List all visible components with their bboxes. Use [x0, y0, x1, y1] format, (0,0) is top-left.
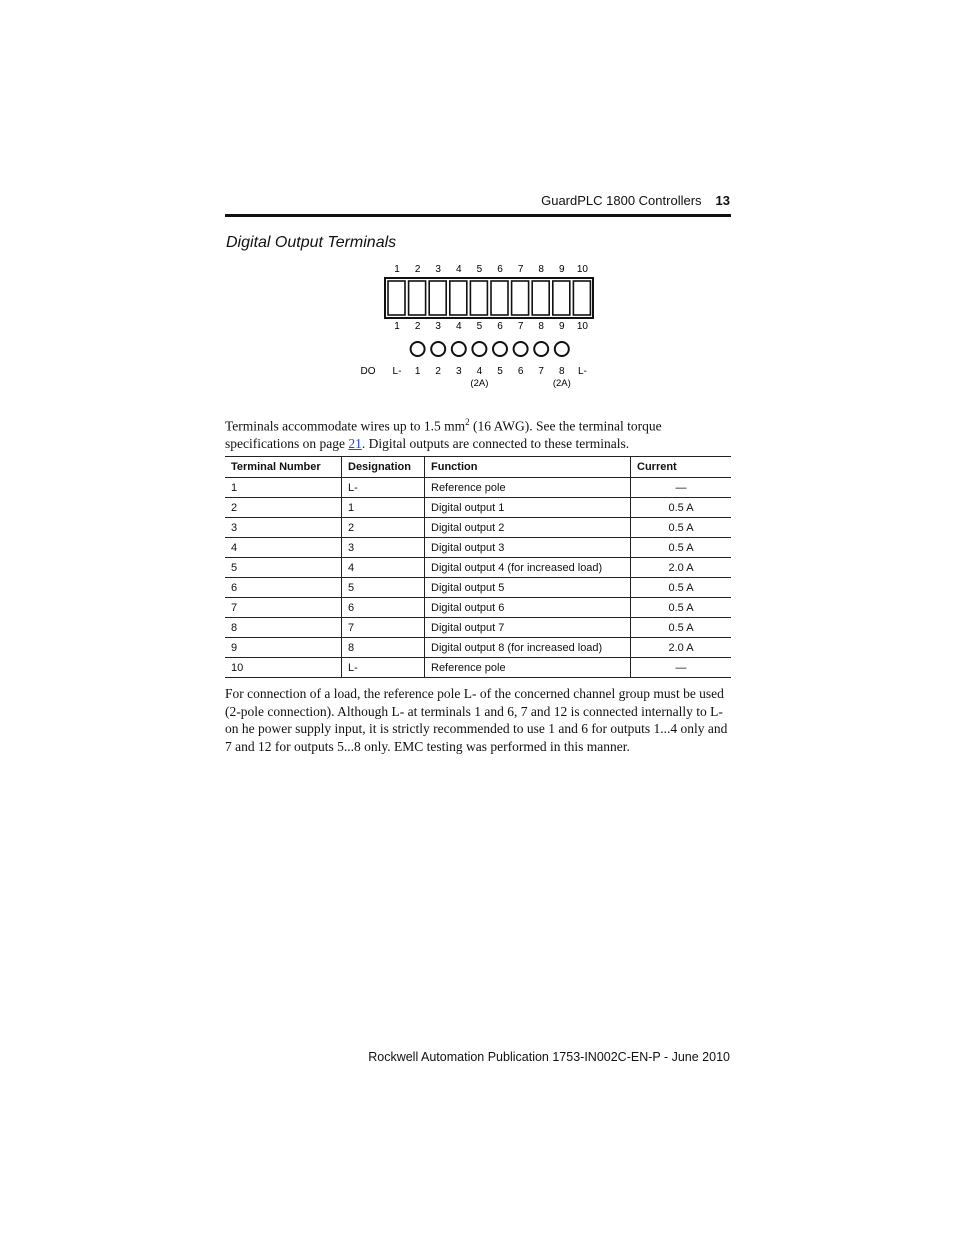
terminal-table — [225, 456, 731, 678]
cell-function: Digital output 8 (for increased load) — [425, 638, 631, 658]
cell-current: — — [631, 478, 732, 498]
cell-current: 0.5 A — [631, 598, 732, 618]
cell-designation: L- — [342, 478, 425, 498]
table-row — [225, 478, 731, 498]
cell-terminal-number: 4 — [225, 538, 342, 558]
table-row — [225, 618, 731, 638]
row-label-do: DO — [360, 366, 376, 377]
cell-current: — — [631, 658, 732, 678]
table-row — [225, 498, 731, 518]
terminal-slot — [409, 281, 426, 315]
cell-designation: 5 — [342, 578, 425, 598]
led-indicator — [514, 342, 528, 356]
cell-terminal-number: 7 — [225, 598, 342, 618]
cell-designation: 3 — [342, 538, 425, 558]
cell-designation: 8 — [342, 638, 425, 658]
cell-designation: 2 — [342, 518, 425, 538]
top-terminal-number: 9 — [559, 264, 565, 275]
bottom-terminal-number: 10 — [576, 321, 588, 332]
table-row — [225, 638, 731, 658]
pin-label: L- — [577, 366, 587, 377]
table-row — [225, 538, 731, 558]
cell-terminal-number: 9 — [225, 638, 342, 658]
cell-function: Digital output 1 — [425, 498, 631, 518]
top-terminal-number: 3 — [435, 264, 441, 275]
page-link[interactable]: 21 — [348, 436, 362, 451]
table-row — [225, 578, 731, 598]
cell-designation: L- — [342, 658, 425, 678]
cell-current: 2.0 A — [631, 558, 732, 578]
cell-terminal-number: 10 — [225, 658, 342, 678]
bottom-terminal-number: 8 — [538, 321, 544, 332]
intro-superscript: 2 — [465, 417, 470, 427]
intro-text-1: Terminals accommodate wires up to 1.5 mm — [225, 418, 466, 434]
bottom-terminal-number: 4 — [456, 321, 462, 332]
led-indicator — [534, 342, 548, 356]
connection-paragraph: For connection of a load, the reference pole L- of the concerned channel group must be used (2-pole connection). Although L- at terminals 1 and 6, 7 and 12 is connected internally to L- on he power supply input, it is strictly recommended to use 1 and 6 for outputs 1...4 only and 7 and 12 for outputs 5...8 only. EMC testing was performed in this manner. — [225, 686, 728, 754]
pin-label: 8 — [559, 366, 565, 377]
current-sub-label: (2A) — [552, 378, 571, 389]
cell-current: 0.5 A — [631, 578, 732, 598]
terminal-slot — [553, 281, 570, 315]
bottom-terminal-number: 6 — [497, 321, 503, 332]
pin-label: 5 — [497, 366, 503, 377]
bottom-terminal-number: 1 — [394, 321, 400, 332]
cell-function: Digital output 7 — [425, 618, 631, 638]
pin-label: 2 — [435, 366, 441, 377]
table-header-row — [225, 457, 731, 478]
cell-terminal-number: 1 — [225, 478, 342, 498]
top-terminal-number: 10 — [576, 264, 588, 275]
page-header — [541, 193, 730, 208]
table-row — [225, 518, 731, 538]
terminal-slot — [573, 281, 590, 315]
bottom-terminal-number: 2 — [414, 321, 421, 332]
bottom-terminal-number: 5 — [476, 321, 483, 332]
cell-designation: 7 — [342, 618, 425, 638]
col-function: Function — [425, 457, 631, 478]
top-terminal-number: 8 — [538, 264, 544, 275]
cell-current: 0.5 A — [631, 538, 732, 558]
terminal-slot — [512, 281, 529, 315]
top-terminal-number: 7 — [517, 264, 524, 275]
pin-label: 3 — [456, 366, 462, 377]
terminal-diagram — [225, 258, 731, 393]
pin-label: L- — [392, 366, 402, 377]
led-indicator — [411, 342, 425, 356]
terminal-slot — [429, 281, 446, 315]
terminal-slot — [450, 281, 467, 315]
led-indicator — [431, 342, 445, 356]
page-number: 13 — [715, 193, 730, 208]
bottom-terminal-number: 9 — [559, 321, 565, 332]
terminal-slot — [491, 281, 508, 315]
col-current: Current — [631, 457, 732, 478]
pin-label: 7 — [538, 366, 544, 377]
bottom-terminal-number: 7 — [517, 321, 524, 332]
cell-terminal-number: 5 — [225, 558, 342, 578]
terminal-block — [385, 278, 593, 318]
pin-label: 6 — [517, 366, 524, 377]
top-terminal-number: 5 — [476, 264, 483, 275]
led-indicator — [472, 342, 486, 356]
cell-designation: 6 — [342, 598, 425, 618]
cell-function: Digital output 5 — [425, 578, 631, 598]
pin-label: 4 — [476, 366, 483, 377]
section-title: Digital Output Terminals — [226, 234, 397, 251]
pin-label: 1 — [414, 366, 421, 377]
cell-terminal-number: 8 — [225, 618, 342, 638]
top-terminal-number: 4 — [456, 264, 462, 275]
intro-paragraph — [225, 414, 731, 453]
intro-text-3: . Digital outputs are connected to these terminals. — [361, 436, 630, 451]
cell-terminal-number: 6 — [225, 578, 342, 598]
table-row — [225, 658, 731, 678]
top-terminal-number: 6 — [497, 264, 503, 275]
cell-current: 2.0 A — [631, 638, 732, 658]
cell-function: Digital output 2 — [425, 518, 631, 538]
terminal-slot — [470, 281, 487, 315]
led-indicator — [493, 342, 507, 356]
cell-function: Reference pole — [425, 478, 631, 498]
col-designation: Designation — [342, 457, 425, 478]
current-sub-label: (2A) — [470, 378, 489, 389]
intro-text-2: (16 AWG). See the terminal torque specifications on page — [225, 418, 662, 451]
cell-current: 0.5 A — [631, 498, 732, 518]
terminal-diagram-svg — [225, 258, 731, 393]
cell-function: Digital output 4 (for increased load) — [425, 558, 631, 578]
cell-current: 0.5 A — [631, 618, 732, 638]
led-indicator — [555, 342, 569, 356]
cell-function: Reference pole — [425, 658, 631, 678]
table-row — [225, 558, 731, 578]
page-footer: Rockwell Automation Publication 1753-IN002C-EN-P - June 2010 — [368, 1050, 730, 1064]
cell-function: Digital output 6 — [425, 598, 631, 618]
header-rule — [225, 214, 731, 217]
led-indicator — [452, 342, 466, 356]
top-terminal-number: 1 — [394, 264, 400, 275]
cell-function: Digital output 3 — [425, 538, 631, 558]
header-title: GuardPLC 1800 Controllers — [541, 193, 702, 208]
cell-designation: 4 — [342, 558, 425, 578]
table-row — [225, 598, 731, 618]
cell-terminal-number: 2 — [225, 498, 342, 518]
cell-current: 0.5 A — [631, 518, 732, 538]
terminal-slot — [388, 281, 405, 315]
cell-terminal-number: 3 — [225, 518, 342, 538]
bottom-terminal-number: 3 — [435, 321, 441, 332]
table-body — [225, 478, 731, 678]
top-terminal-number: 2 — [414, 264, 421, 275]
cell-designation: 1 — [342, 498, 425, 518]
col-terminal-number: Terminal Number — [225, 457, 342, 478]
terminal-slot — [532, 281, 549, 315]
